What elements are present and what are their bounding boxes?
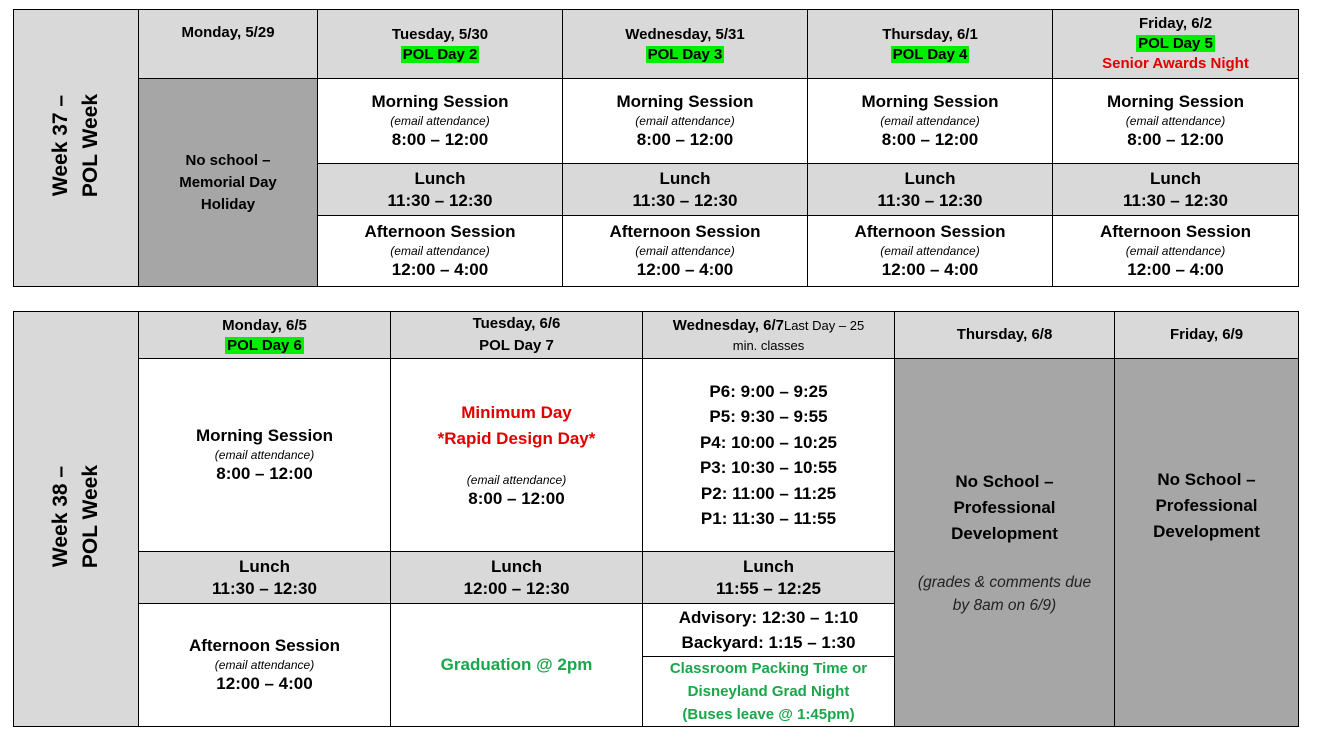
graduation-cell: Graduation @ 2pm — [391, 604, 643, 727]
afternoon-session-cell: Afternoon Session (email attendance) 12:00 – 4:00 — [318, 216, 563, 287]
minimum-day-cell: Minimum Day *Rapid Design Day* (email attendance) 8:00 – 12:00 — [391, 359, 643, 552]
week-37-table — [13, 9, 1299, 287]
lunch-cell: Lunch 11:30 – 12:30 — [1053, 164, 1299, 216]
advisory-backyard-cell: Advisory: 12:30 – 1:10 Backyard: 1:15 – 1:30 — [643, 604, 895, 657]
period-schedule-cell: P6: 9:00 – 9:25 P5: 9:30 – 9:55 P4: 10:00 – 10:25 P3: 10:30 – 10:55 P2: 11:00 – 11:25 P1: 11:30 – 11:55 — [643, 359, 895, 552]
header-tuesday-6-6: Tuesday, 6/6 POL Day 7 — [391, 312, 643, 359]
week-38-label: Week 38 – POL Week — [14, 312, 139, 727]
header-friday-6-2: Friday, 6/2 POL Day 5 Senior Awards Night — [1053, 10, 1299, 79]
pol-day-badge: POL Day 4 — [892, 46, 968, 63]
lunch-cell: Lunch 11:30 – 12:30 — [563, 164, 808, 216]
header-monday-6-5: Monday, 6/5 POL Day 6 — [139, 312, 391, 359]
lunch-cell: Lunch 11:30 – 12:30 — [318, 164, 563, 216]
lunch-cell: Lunch 11:30 – 12:30 — [808, 164, 1053, 216]
header-tuesday-5-30: Tuesday, 5/30 POL Day 2 — [318, 10, 563, 79]
header-monday-5-29: Monday, 5/29 — [139, 10, 318, 79]
morning-session-cell: Morning Session (email attendance) 8:00 – 12:00 — [139, 359, 391, 552]
memorial-day-cell: No school – Memorial Day Holiday — [139, 79, 318, 287]
afternoon-session-cell: Afternoon Session (email attendance) 12:00 – 4:00 — [563, 216, 808, 287]
lunch-cell: Lunch 11:30 – 12:30 — [139, 552, 391, 604]
pol-day-badge: POL Day 2 — [402, 46, 478, 63]
morning-session-cell: Morning Session (email attendance) 8:00 – 12:00 — [318, 79, 563, 164]
afternoon-session-cell: Afternoon Session (email attendance) 12:00 – 4:00 — [139, 604, 391, 727]
morning-session-cell: Morning Session (email attendance) 8:00 – 12:00 — [808, 79, 1053, 164]
senior-awards-note: Senior Awards Night — [1102, 55, 1249, 72]
afternoon-session-cell: Afternoon Session (email attendance) 12:00 – 4:00 — [808, 216, 1053, 287]
lunch-cell: Lunch 11:55 – 12:25 — [643, 552, 895, 604]
no-school-thursday-cell: No School – Professional Development (grades & comments due by 8am on 6/9) — [895, 359, 1115, 727]
no-school-friday-cell: No School – Professional Development — [1115, 359, 1299, 727]
lunch-cell: Lunch 12:00 – 12:30 — [391, 552, 643, 604]
packing-time-cell: Classroom Packing Time or Disneyland Grad Night (Buses leave @ 1:45pm) — [643, 657, 895, 727]
header-thursday-6-1: Thursday, 6/1 POL Day 4 — [808, 10, 1053, 79]
pol-day-badge: POL Day 6 — [227, 337, 302, 354]
morning-session-cell: Morning Session (email attendance) 8:00 – 12:00 — [1053, 79, 1299, 164]
header-wednesday-6-7: Wednesday, 6/7Last Day – 25 min. classes — [643, 312, 895, 359]
pol-day-badge: POL Day 3 — [647, 46, 723, 63]
morning-session-cell: Morning Session (email attendance) 8:00 – 12:00 — [563, 79, 808, 164]
header-wednesday-5-31: Wednesday, 5/31 POL Day 3 — [563, 10, 808, 79]
afternoon-session-cell: Afternoon Session (email attendance) 12:00 – 4:00 — [1053, 216, 1299, 287]
week-37-label: Week 37 – POL Week — [14, 10, 139, 287]
pol-day-badge: POL Day 5 — [1138, 35, 1213, 52]
header-thursday-6-8: Thursday, 6/8 — [895, 312, 1115, 359]
week-38-table — [13, 311, 1299, 727]
header-friday-6-9: Friday, 6/9 — [1115, 312, 1299, 359]
